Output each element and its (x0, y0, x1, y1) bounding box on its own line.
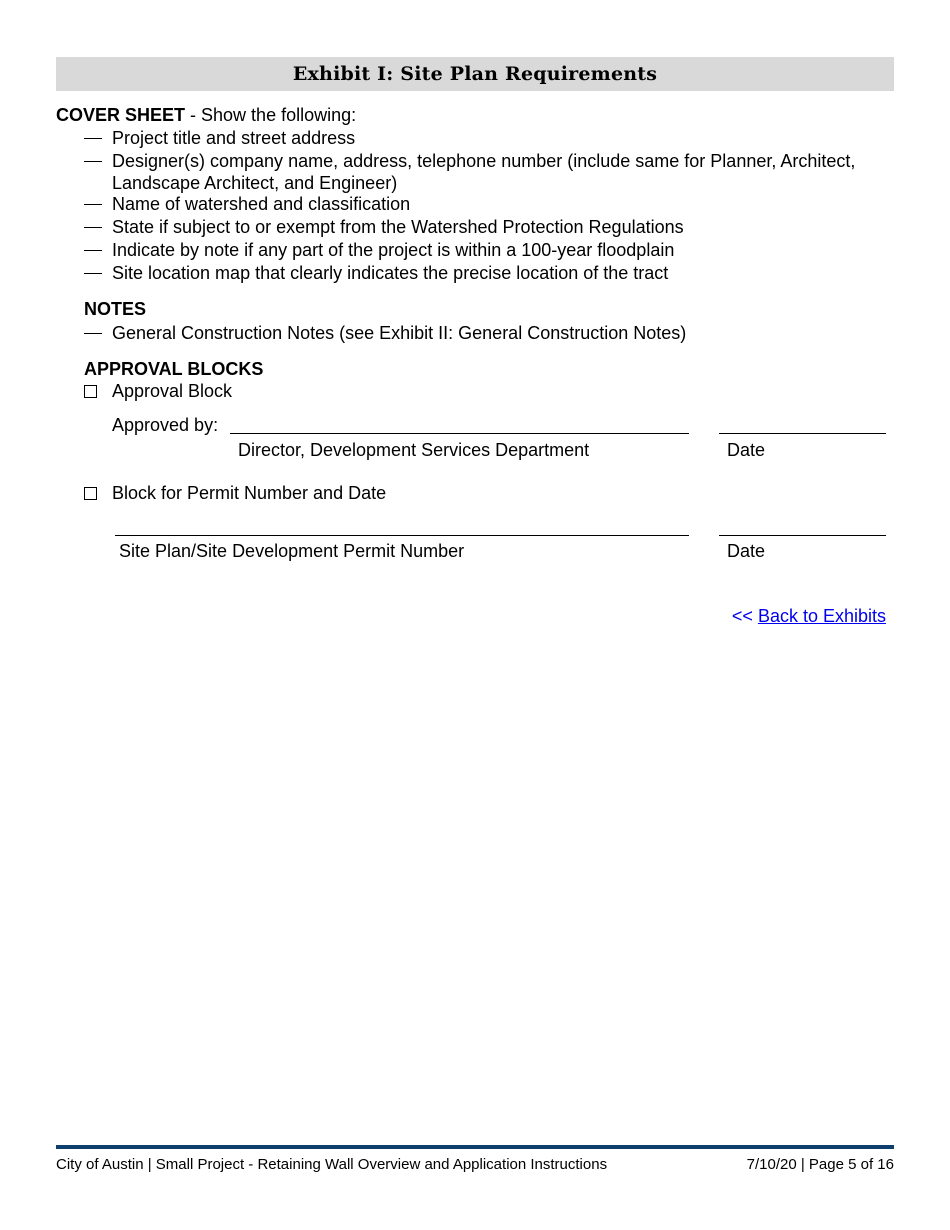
back-link-container (732, 605, 886, 627)
cover-item-5: Indicate by note if any part of the project is within a 100-year floodplain (112, 240, 675, 260)
cover-sheet-heading: COVER SHEET (56, 105, 186, 125)
director-caption: Director, Development Services Department (238, 440, 590, 460)
cover-item-4: State if subject to or exempt from the Watershed Protection Regulations (112, 217, 684, 237)
footer-right: 7/10/20 | Page 5 of 16 (746, 1156, 894, 1173)
page-title: Exhibit I: Site Plan Requirements (292, 63, 658, 85)
cover-item-2-cont: Landscape Architect, and Engineer) (112, 173, 398, 193)
permit-block-label: Block for Permit Number and Date (112, 483, 387, 503)
dash-bullet-icon (84, 333, 102, 334)
approval-block-checkbox[interactable] (84, 385, 97, 398)
dash-bullet-icon (84, 161, 102, 162)
notes-heading: NOTES (84, 299, 147, 319)
approval-block-label: Approval Block (112, 381, 233, 401)
cover-sheet-intro: - Show the following: (185, 105, 357, 125)
cover-sheet-header (56, 104, 356, 126)
permit-number-line (115, 535, 689, 536)
title-bar (56, 57, 894, 91)
back-to-exhibits-link[interactable]: Back to Exhibits (757, 606, 886, 626)
notes-item-1: General Construction Notes (see Exhibit II: General Construction Notes) (112, 323, 687, 343)
date-line (719, 433, 886, 434)
cover-item-6: Site location map that clearly indicates the precise location of the tract (112, 263, 669, 283)
cover-item-3: Name of watershed and classification (112, 194, 411, 214)
signature-line (230, 433, 689, 434)
approval-blocks-heading: APPROVAL BLOCKS (84, 359, 264, 379)
dash-bullet-icon (84, 273, 102, 274)
cover-item-1: Project title and street address (112, 128, 356, 148)
date-caption: Date (727, 440, 766, 460)
permit-caption: Site Plan/Site Development Permit Number (119, 541, 465, 561)
permit-date-line (719, 535, 886, 536)
dash-bullet-icon (84, 138, 102, 139)
dash-bullet-icon (84, 204, 102, 205)
dash-bullet-icon (84, 227, 102, 228)
permit-block-checkbox[interactable] (84, 487, 97, 500)
footer-left: City of Austin | Small Project - Retaining Wall Overview and Application Instructions (56, 1156, 608, 1173)
dash-bullet-icon (84, 250, 102, 251)
footer-rule (56, 1145, 894, 1149)
permit-date-caption: Date (727, 541, 766, 561)
back-link-prefix: << (731, 606, 758, 626)
cover-item-2: Designer(s) company name, address, telephone number (include same for Planner, Architect, (112, 151, 856, 171)
approved-by-label: Approved by: (112, 415, 219, 435)
